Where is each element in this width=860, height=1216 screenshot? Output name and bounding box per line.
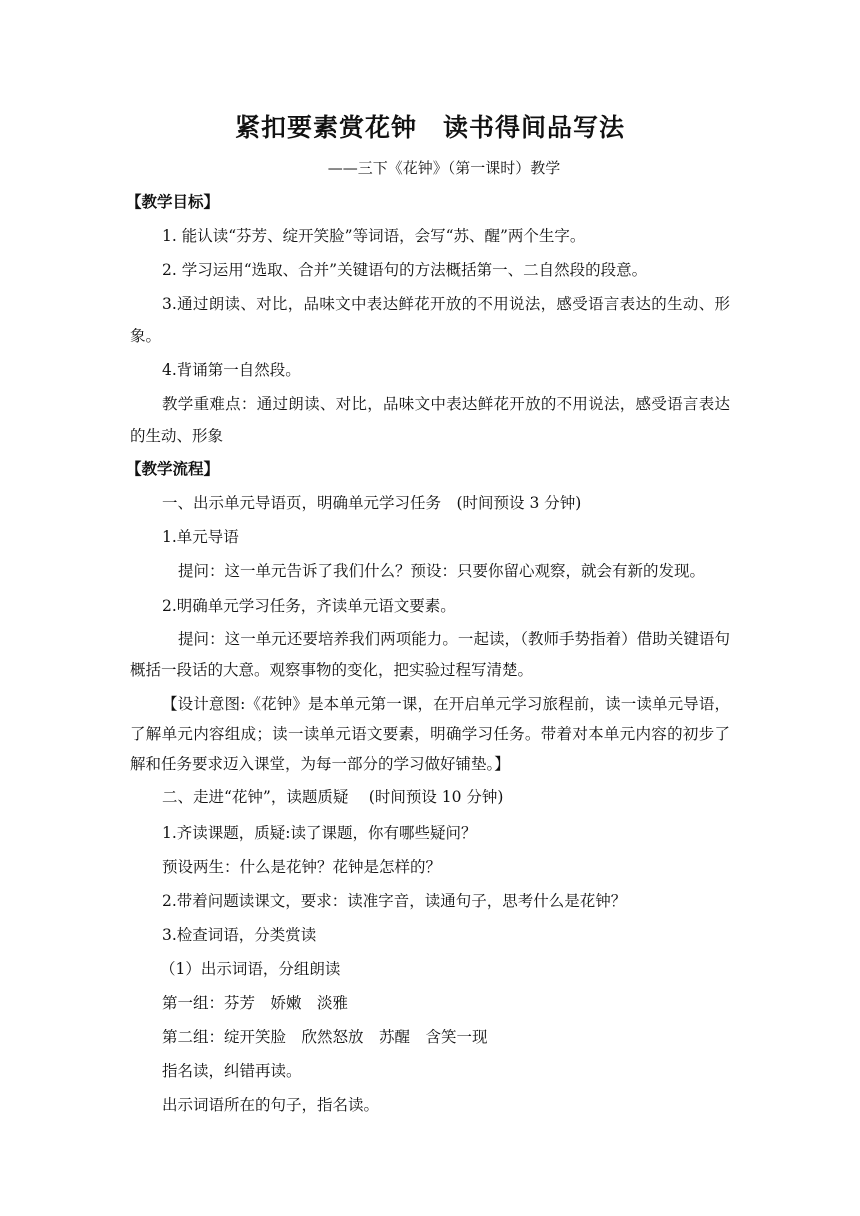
section-2-item-3: 3.检查词语，分类赏读	[162, 926, 317, 944]
section-2-sub-1: （1）出示词语，分组朗读	[160, 960, 341, 978]
goal-item-2: 2. 学习运用“选取、合并”关键语句的方法概括第一、二自然段的段意。	[162, 261, 648, 279]
section-2-read: 指名读，纠错再读。	[162, 1062, 302, 1080]
process-section	[126, 452, 730, 1122]
document-title: 紧扣要素赏花钟 读书得间品写法	[234, 113, 625, 142]
section-2-preset: 预设两生：什么是花钟？花钟是怎样的？	[162, 858, 442, 876]
section-1-item-2: 2.明确单元学习任务，齐读单元语文要素。	[162, 597, 456, 615]
section-2-sentence: 出示词语所在的句子，指名读。	[162, 1096, 380, 1114]
goal-item-1: 1. 能认读“芬芳、绽开笑脸”等词语，会写“苏、醒”两个生字。	[162, 227, 586, 245]
section-2-item-2: 2.带着问题读课文，要求：读准字音，读通句子，思考什么是花钟？	[162, 892, 627, 910]
goal-item-3: 3.通过朗读、对比，品味文中表达鲜花开放的不用说法，感受语言表达的生动、形象。	[130, 295, 730, 345]
section-2-item-1: 1.齐读课题，质疑:读了课题，你有哪些疑问？	[162, 824, 477, 842]
section-1-question-1: 提问：这一单元告诉了我们什么？预设：只要你留心观察，就会有新的发现。	[178, 562, 706, 580]
section-1-question-2: 提问：这一单元还要培养我们两项能力。一起读，（教师手势指着）借助关键语句概括一段话的大意。观察事物的变化，把实验过程写清楚。	[130, 630, 730, 679]
goals-section	[126, 185, 730, 452]
document-subtitle: ——三下《花钟》（第一课时）教学	[327, 159, 561, 177]
word-group-1: 第一组：芬芳 娇嫩 淡雅	[162, 994, 349, 1012]
section-1-heading: 一、出示单元导语页，明确单元学习任务 (时间预设 3 分钟)	[162, 494, 582, 512]
goals-heading: 【教学目标】	[126, 192, 220, 211]
process-heading: 【教学流程】	[126, 459, 220, 478]
goal-item-4: 4.背诵第一自然段。	[162, 361, 301, 379]
section-1-item-1: 1.单元导语	[162, 528, 239, 546]
section-1-design-intent: 【设计意图:《花钟》是本单元第一课，在开启单元学习旅程前，读一读单元导语，了解单元内容组成；读一读单元语文要素，明确学习任务。带着对本单元内容的初步了解和任务要求迈入课堂，为每一部分的学习做好铺垫。】	[130, 695, 730, 773]
key-point: 教学重难点：通过朗读、对比，品味文中表达鲜花开放的不用说法，感受语言表达的生动、形象	[130, 395, 730, 445]
word-group-2: 第二组：绽开笑脸 欣然怒放 苏醒 含笑一现	[162, 1028, 488, 1046]
section-2-heading: 二、走进“花钟”，读题质疑 (时间预设 10 分钟)	[162, 788, 504, 806]
